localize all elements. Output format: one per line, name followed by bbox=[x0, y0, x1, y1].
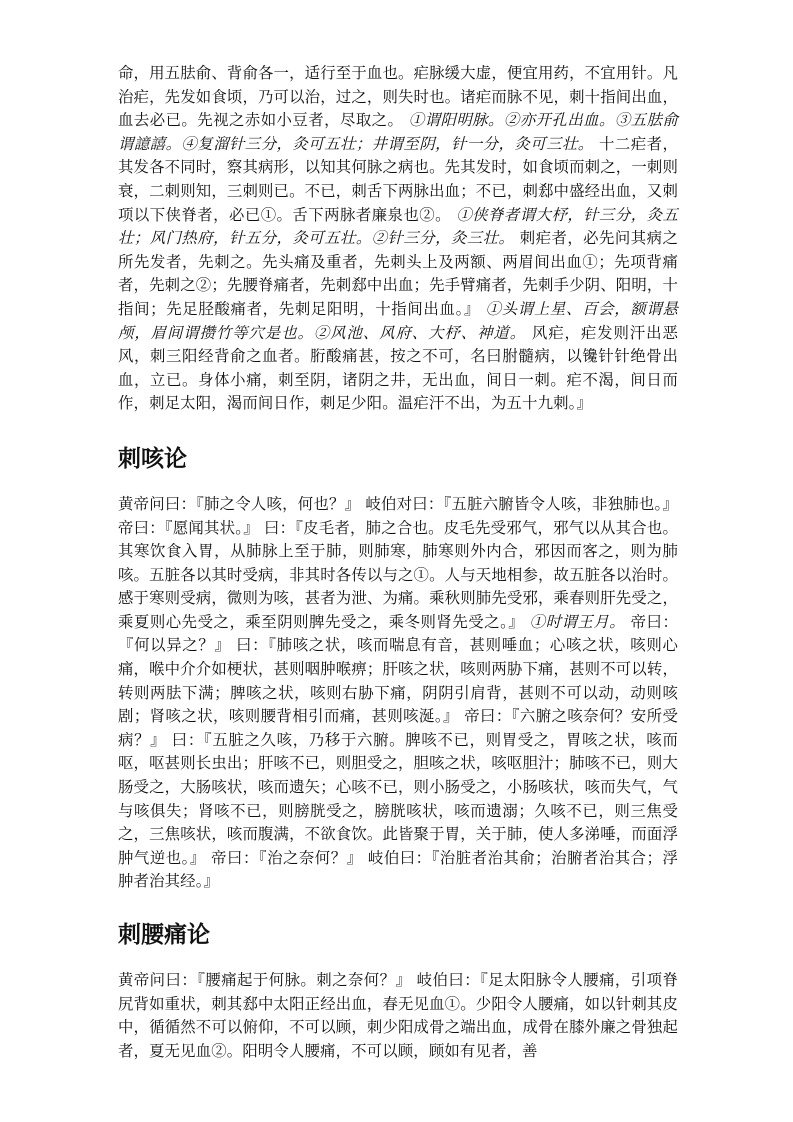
body-text: 黄帝问曰：『肺之令人咳，何也？』 岐伯对曰：『五脏六腑皆令人咳，非独肺也。』 帝曰：『愿闻其状。』 曰：『皮毛者，肺之合也。皮毛先受邪气，邪气以从其合也。其寒饮食入胃，从肺脉上至于肺，则肺寒，肺寒则外内合，邪因而客之，则为肺咳。五脏各以其时受病，非其时各传以与之①。人与天地相参，故五脏各以治时。感于寒则受病，微则为咳，甚者为泄、为痛。乘秋则肺先受邪，乘春则肝先受之，乘夏则心先受之，乘至阴则脾先受之，乘冬则肾先受之。』 bbox=[118, 494, 678, 631]
annotation-note: ①时谓王月。 bbox=[529, 612, 626, 631]
document-page bbox=[118, 62, 678, 1063]
body-text: 黄帝问曰：『腰痛起于何脉。刺之奈何？』 岐伯曰：『足太阳脉令人腰痛，引项脊尻背如重状，刺其郄中太阳正经出血，春无见血①。少阳令人腰痛，如以针刺其皮中，循循然不可以俯仰，不可以顾，刺少阳成骨之端出血，成骨在膝外廉之骨独起者，夏无见血②。阳明令人腰痛，不可以顾，顾如有见者，善 bbox=[118, 971, 678, 1060]
paragraph-cough bbox=[118, 493, 678, 894]
body-text: 风疟，疟发则汗出恶风，刺三阳经背俞之血者。胻酸痛甚，按之不可，名曰胕髓病，以镵针针绝骨出血，立已。身体小痛，刺至阴，诸阴之井，无出血，间日一刺。疟不渴，间日而作，刺足太阳，渴而间日作，刺足少阳。温疟汗不出，为五十九刺。』 bbox=[118, 323, 678, 413]
paragraph-lumbago bbox=[118, 969, 678, 1063]
section-heading-cough: 刺咳论 bbox=[118, 445, 187, 472]
body-text: 命，用五胠俞、背俞各一，适行至于血也。疟脉缓大虚，便宜用药，不宜用针。凡治疟，先发如食顷，乃可以治，过之，则失时也。诸疟而脉不见，刺十指间出血，血去必已。先视之赤如小豆者，尽取之。 bbox=[118, 64, 678, 130]
body-text: 帝曰：『何以异之？』 曰：『肺咳之状，咳而喘息有音，甚则唾血；心咳之状，咳则心痛，喉中介介如梗状，甚则咽肿喉痹；肝咳之状，咳则两胁下痛，甚则不可以转，转则两胠下满；脾咳之状，咳则右胁下痛，阴阴引肩背，甚则不可以动，动则咳剧；肾咳之状，咳则腰背相引而痛，甚则咳涎。』 帝曰：『六腑之咳奈何？安所受病？』 曰：『五脏之久咳，乃移于六腑。脾咳不已，则胃受之，胃咳之状，咳而呕，呕甚则长虫出；肝咳不已，则胆受之，胆咳之状，咳呕胆汁；肺咳不已，则大肠受之，大肠咳状，咳而遗矢；心咳不已，则小肠受之，小肠咳状，咳而失气，气与咳俱失；肾咳不已，则膀胱受之，膀胱咳状，咳而遗溺；久咳不已，则三焦受之，三焦咳状，咳而腹满，不欲食饮。此皆聚于胃，关于肺，使人多涕唾，而面浮肿气逆也。』 帝曰：『治之奈何？』 岐伯曰：『治脏者治其俞；治腑者治其合；浮肿者治其经。』 bbox=[118, 612, 678, 891]
body-text: 刺疟者，必先问其病之所先发者，先刺之。先头痛及重者，先刺头上及两额、两眉间出血①；先项背痛者，先刺之②；先腰脊痛者，先刺郄中出血；先手臂痛者，先刺手少阴、阳明，十指间；先足胫酸痛者，先刺足阳明，十指间出血。』 bbox=[118, 229, 678, 318]
paragraph-acupuncture-malaria bbox=[118, 62, 678, 416]
annotation-note: ①头谓上星、百会，额谓悬颅，眉间谓攒竹等穴是也。②风池、风府、大杼、神道。 bbox=[118, 299, 678, 342]
body-text: 十二疟者，其发各不同时，察其病形，以知其何脉之病也。先其发时，如食顷而刺之，一刺则衰，二刺则知，三刺则已。不已，刺舌下两脉出血；不已，刺郄中盛经出血，又刺项以下侠脊者，必已①。舌下两脉者廉泉也②。 bbox=[118, 134, 678, 224]
annotation-note: ①谓阳明脉。②亦开孔出血。③五胠俞谓譩譆。④复溜针三分，灸可五壮；井谓至阴，针一分，灸可三壮。 bbox=[118, 111, 678, 153]
annotation-note: ①侠脊者谓大杼，针三分，灸五壮；风门热府，针五分，灸可五壮。②针三分，灸三壮。 bbox=[118, 205, 678, 248]
section-heading-lumbago: 刺腰痛论 bbox=[118, 922, 210, 948]
